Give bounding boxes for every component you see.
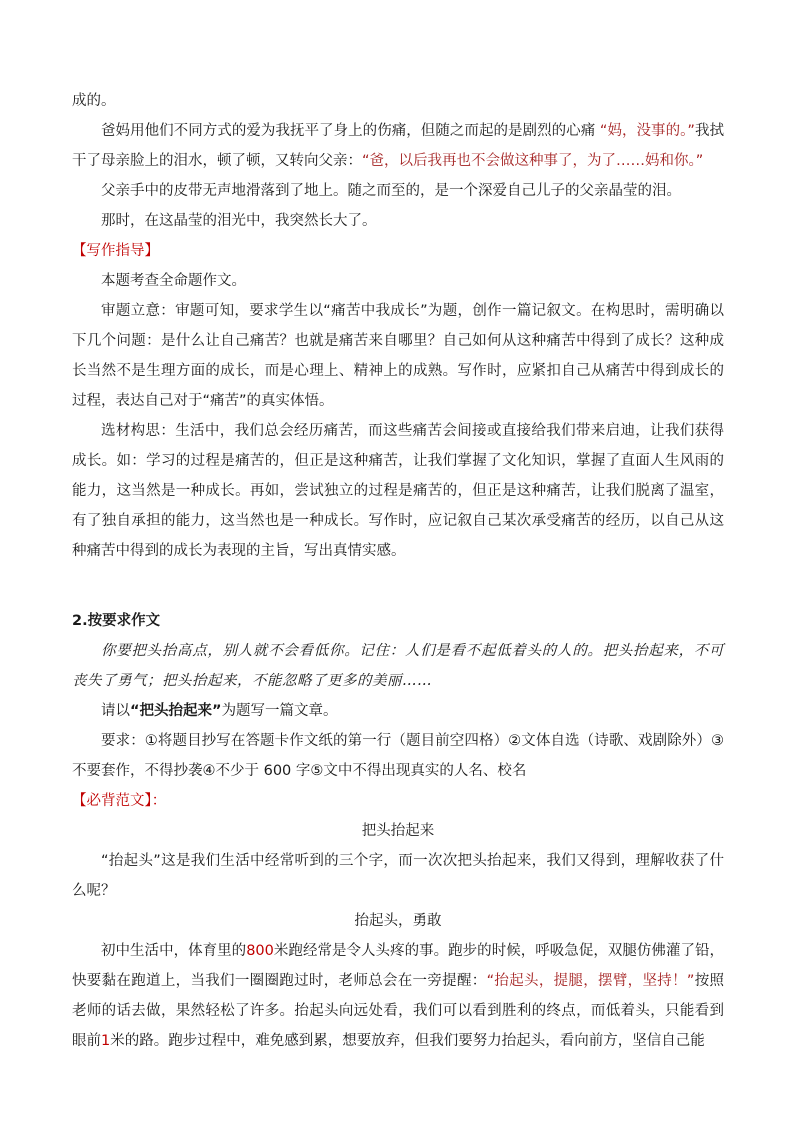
text-span: 我拭干了母亲脸上的泪水，顿了顿，又转向父亲： — [72, 123, 724, 169]
essay-title: 把头抬起来 — [361, 823, 435, 839]
text-span: 为题写一篇文章。 — [221, 703, 338, 719]
text-span: 请以 — [101, 703, 130, 719]
paragraph: 选材构思：生活中，我们总会经历痛苦，而这些痛苦会间接或直接给我们带来启迪，让我们获得成长。如：学习的过程是痛苦的，但正是这种痛苦，让我们掌握了文化知识，掌握了直面人生风雨的能力，这当然是一种成长。再如，尝试独立的过程是痛苦的，但正是这种痛苦，让我们脱离了温室，有了独自承担的能力，这当然也是一种成长。写作时，应记叙自己某次承受痛苦的经历，以自己从这种痛苦中得到的成长为表现的主旨，写出真情实感。 — [72, 423, 724, 559]
quote-span: “爸，以后我再也不会做这种事了，为了……妈和你。” — [362, 153, 704, 169]
spacer — [72, 566, 724, 606]
document-page — [72, 86, 724, 1056]
prompt-quote: 你要把头抬高点，别人就不会看低你。记住：人们是看不起低着头的人的。把头抬起来，不可丧失了勇气；把头抬起来，不能忽略了更多的美丽…… — [72, 643, 724, 689]
paragraph: 那时，在这晶莹的泪光中，我突然长大了。 — [101, 213, 377, 229]
text-span: 米的路。跑步过程中，难免感到累，想要放弃，但我们要努力抬起头，看向前方，坚信自己能 — [110, 1033, 705, 1049]
paragraph: 审题立意：审题可知，要求学生以“痛苦中我成长”为题，创作一篇记叙文。在构思时，需明确以下几个问题：是什么让自己痛苦？也就是痛苦来自哪里？自己如何从这种痛苦中得到了成长？这种成长当然不是生理方面的成长，而是心理上、精神上的成熟。写作时，应紧扣自己从痛苦中得到成长的过程，表达自己对于“痛苦”的真实体悟。 — [72, 303, 724, 409]
number-span: 800 — [246, 943, 274, 959]
text-span: 米跑经常是令人头疼的事。跑步的时候，呼吸急促，双腿仿佛灌了铅，快要黏在跑道上，当我们一圈圈跑过时，老师总会在一旁提醒： — [72, 943, 725, 989]
task-title: 2.按要求作文 — [72, 613, 161, 629]
quote-span: “妈，没事的。” — [599, 123, 695, 139]
paragraph: 本题考查全命题作文。 — [101, 273, 246, 289]
section-heading: 【写作指导】 — [72, 243, 159, 259]
requirements: 要求：①将题目抄写在答题卡作文纸的第一行（题目前空四格）②文体自选（诗歌、戏剧除外）③不要套作，不得抄袭④不少于 600 字⑤文中不得出现真实的人名、校名 — [72, 733, 724, 779]
essay-topic: “把头抬起来” — [130, 703, 222, 719]
paragraph: “抬起头”这是我们生活中经常听到的三个字，而一次次把头抬起来，我们又得到，理解收获了什么呢？ — [72, 853, 724, 899]
paragraph — [72, 936, 724, 1056]
text-span: 按照老师的话去做，果然轻松了许多。抬起头向远处看，我们可以看到胜利的终点，而低着头，只能看到眼前 — [72, 973, 725, 1049]
paragraph — [72, 116, 724, 176]
text-line: 成的。 — [72, 93, 116, 109]
instruction — [72, 696, 724, 726]
number-span: 1 — [101, 1033, 111, 1049]
section-heading: 【必背范文】： — [72, 793, 167, 809]
text-span: 初中生活中，体育里的 — [101, 943, 247, 959]
essay-subtitle: 抬起头，勇敢 — [354, 913, 442, 929]
paragraph: 父亲手中的皮带无声地滑落到了地上。随之而至的，是一个深爱自己儿子的父亲晶莹的泪。 — [101, 183, 681, 199]
quote-span: “抬起头，提腿，摆臂，坚持！” — [486, 973, 695, 989]
text-span: 爸妈用他们不同方式的爱为我抚平了身上的伤痛，但随之而起的是剧烈的心痛 — [101, 123, 600, 139]
